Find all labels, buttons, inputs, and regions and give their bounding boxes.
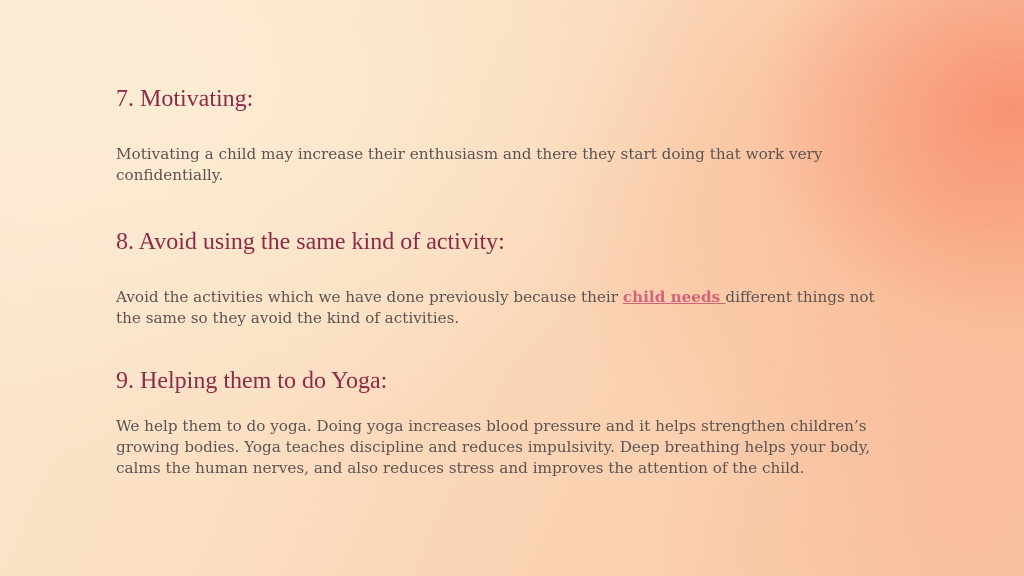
slide-content	[116, 0, 896, 576]
section-body-avoid-same-activity	[116, 287, 896, 329]
body-text-after-link: different things not the same so they avoid the kind of activities.	[116, 288, 875, 327]
section-heading-avoid-same-activity: 8. Avoid using the same kind of activity:	[116, 229, 505, 255]
section-heading-motivating: 7. Motivating:	[116, 86, 254, 112]
section-heading-yoga: 9. Helping them to do Yoga:	[116, 368, 388, 394]
child-needs-link[interactable]: child needs	[622, 288, 726, 306]
section-body-yoga: We help them to do yoga. Doing yoga increases blood pressure and it helps strengthen children’s growing bodies. Yoga teaches discipline and reduces impulsivity. Deep breathing helps your body, calms the human nerves, and also reduces stress and improves the attention of the child.	[116, 417, 871, 477]
section-body-motivating: Motivating a child may increase their enthusiasm and there they start doing that work very confidentially.	[116, 145, 823, 184]
body-text-before-link: Avoid the activities which we have done previously because their	[116, 288, 623, 306]
